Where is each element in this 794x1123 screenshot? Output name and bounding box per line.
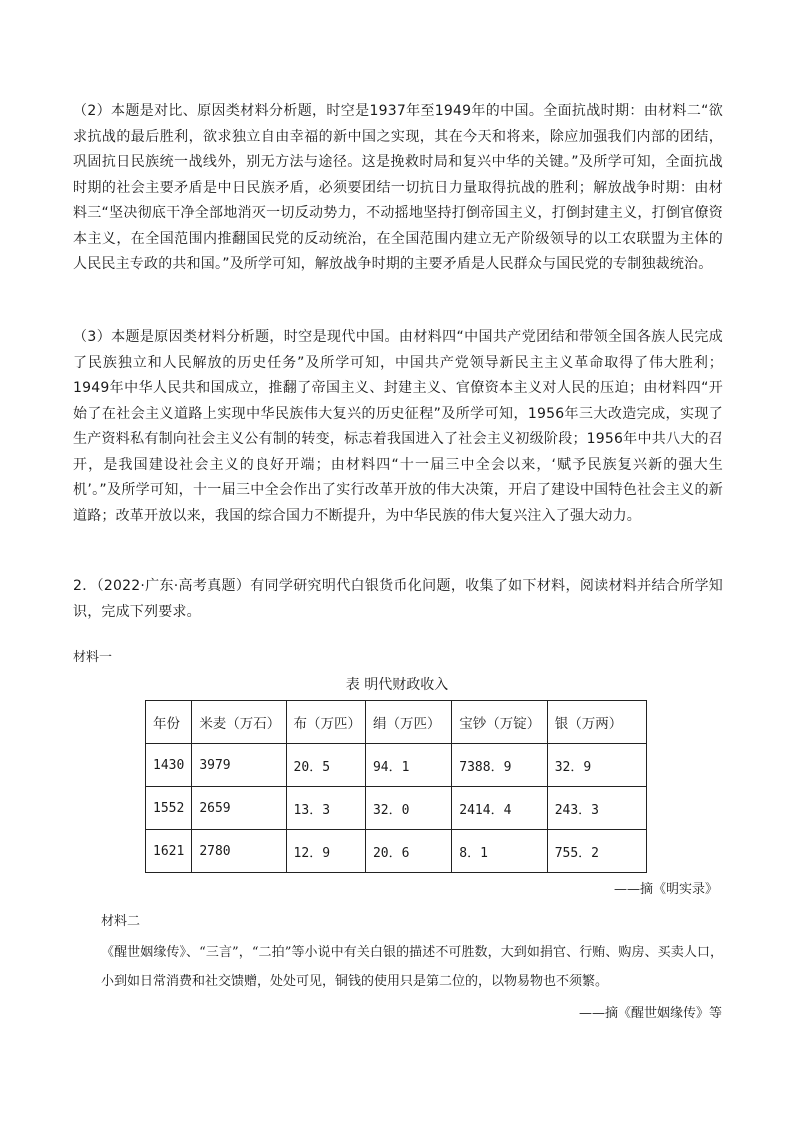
table-caption: 表 明代财政收入 xyxy=(345,677,449,693)
header-cloth: 布（万匹） xyxy=(286,701,365,744)
table-cell: 755．2 xyxy=(547,830,646,873)
finance-table xyxy=(145,700,647,873)
header-silk: 绢（万匹） xyxy=(365,701,451,744)
answer-part-2: （2）本题是对比、原因类材料分析题，时空是1937年至1949年的中国。全面抗战时期：由材料二“欲求抗战的最后胜利，欲求独立自由幸福的新中国之实现，其在今天和将来，除应加强我们内部的团结，巩固抗日民族统一战线外，别无方法与途径。这是挽救时局和复兴中华的关键。”及所学可知，全面抗战时期的社会主要矛盾是中日民族矛盾，必须要团结一切抗日力量取得抗战的胜利；解放战争时期：由材料三“坚决彻底干净全部地消灭一切反动势力，不动摇地坚持打倒帝国主义，打倒封建主义，打倒官僚资本主义，在全国范围内推翻国民党的反动统治，在全国范围内建立无产阶级领导的以工农联盟为主体的人民民主专政的共和国。”及所学可知，解放战争时期的主要矛盾是人民群众与国民党的专制独裁统治。 xyxy=(73,103,723,272)
table-cell: 7388．9 xyxy=(452,744,547,787)
table-cell: 1552 xyxy=(146,787,192,830)
question-2-stem: 2．（2022·广东·高考真题）有同学研究明代白银货币化问题，收集了如下材料，阅读材料并结合所学知识，完成下列要求。 xyxy=(73,578,723,620)
table-cell: 3979 xyxy=(192,744,286,787)
material-2-label: 材料二 xyxy=(101,914,141,929)
header-silver: 银（万两） xyxy=(547,701,646,744)
table-cell: 12．9 xyxy=(286,830,365,873)
table-cell: 13．3 xyxy=(286,787,365,830)
header-year: 年份 xyxy=(146,701,192,744)
header-grain: 米麦（万石） xyxy=(192,701,286,744)
table-cell: 8．1 xyxy=(452,830,547,873)
table-cell: 2659 xyxy=(192,787,286,830)
table-cell: 32．9 xyxy=(547,744,646,787)
table-row xyxy=(146,787,647,830)
material-2-source: ——摘《醒世姻缘传》等 xyxy=(578,1006,722,1021)
table-cell: 2780 xyxy=(192,830,286,873)
table-cell: 94．1 xyxy=(365,744,451,787)
table-cell: 20．6 xyxy=(365,830,451,873)
answer-part-3: （3）本题是原因类材料分析题，时空是现代中国。由材料四“中国共产党团结和带领全国各族人民完成了民族独立和人民解放的历史任务”及所学可知，中国共产党领导新民主主义革命取得了伟大胜利；1949年中华人民共和国成立，推翻了帝国主义、封建主义、官僚资本主义对人民的压迫；由材料四“开始了在社会主义道路上实现中华民族伟大复兴的历史征程”及所学可知，1956年三大改造完成，实现了生产资料私有制向社会主义公有制的转变，标志着我国进入了社会主义初级阶段；1956年中共八大的召开，是我国建设社会主义的良好开端；由材料四“十一届三中全会以来，‘赋予民族复兴新的强大生机’。”及所学可知，十一届三中全会作出了实行改革开放的伟大决策，开启了建设中国特色社会主义的新道路；改革开放以来，我国的综合国力不断提升，为中华民族的伟大复兴注入了强大动力。 xyxy=(73,329,723,524)
material-1-source: ——摘《明实录》 xyxy=(613,882,718,897)
table-row xyxy=(146,744,647,787)
table-cell: 2414．4 xyxy=(452,787,547,830)
table-cell: 243．3 xyxy=(547,787,646,830)
header-paper-money: 宝钞（万锭） xyxy=(452,701,547,744)
material-1-label: 材料一 xyxy=(73,650,113,665)
table-header-row xyxy=(146,701,647,744)
table-cell: 1430 xyxy=(146,744,192,787)
table-cell: 20．5 xyxy=(286,744,365,787)
table-cell: 1621 xyxy=(146,830,192,873)
table-row xyxy=(146,830,647,873)
table-cell: 32．0 xyxy=(365,787,451,830)
material-2-text: 《醒世姻缘传》、“三言”，“二拍”等小说中有关白银的描述不可胜数，大到如捐官、行贿、购房、买卖人口，小到如日常消费和社交馈赠，处处可见，铜钱的使用只是第二位的，以物易物也不须繁。 xyxy=(101,945,723,989)
